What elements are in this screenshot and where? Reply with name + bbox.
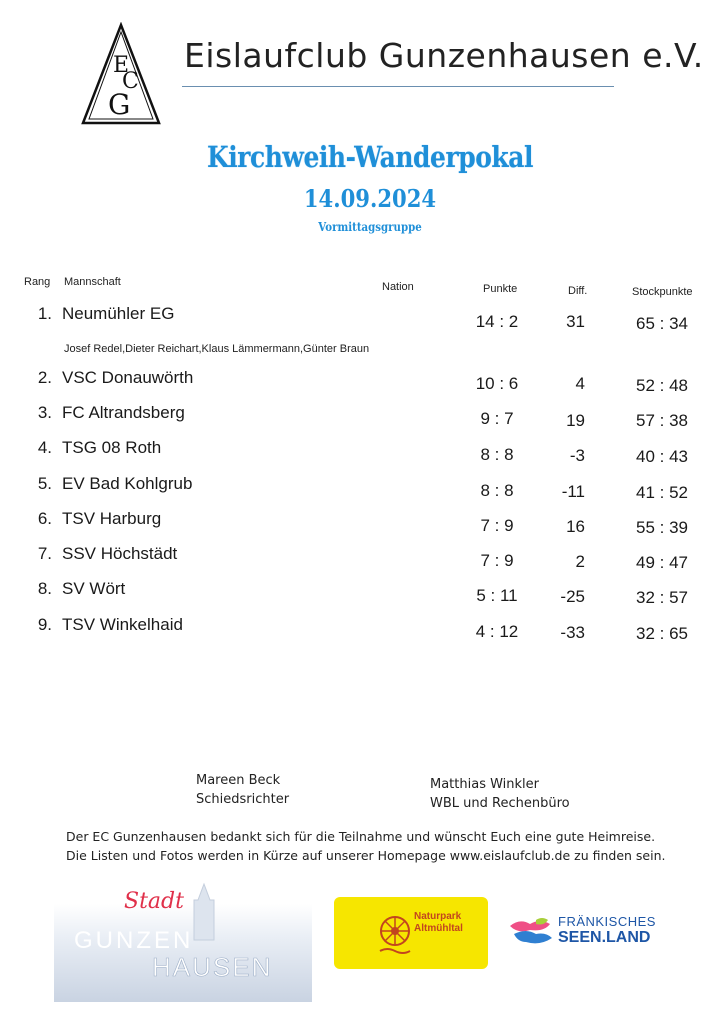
row-points: 7 : 9 xyxy=(480,551,514,570)
town-name-line-2: HAUSEN xyxy=(152,952,273,982)
row-stockpoints: 32 : 65 xyxy=(636,624,688,643)
result-row xyxy=(0,368,718,394)
logo-letter-c: C xyxy=(122,69,139,94)
row-diff: -25 xyxy=(560,587,585,606)
footer-line-2: Die Listen und Fotos werden in Kürze auf unserer Homepage www.eislaufclub.de zu finden sein. xyxy=(66,848,666,863)
row-diff: 16 xyxy=(566,517,585,536)
result-row xyxy=(0,509,718,535)
row-stockpoints: 57 : 38 xyxy=(636,411,688,430)
naturpark-emblem-icon xyxy=(378,911,412,957)
row-rank: 9. xyxy=(37,615,52,634)
row-points: 5 : 11 xyxy=(476,586,518,605)
row-rank: 4. xyxy=(37,438,52,457)
row-team: TSV Winkelhaid xyxy=(62,615,183,634)
row-team: EV Bad Kohlgrub xyxy=(62,474,193,493)
row-team: TSG 08 Roth xyxy=(62,438,162,457)
row-points: 10 : 6 xyxy=(475,374,519,393)
seenland-line-2: SEEN.LAND xyxy=(558,929,651,946)
row-diff: 31 xyxy=(566,312,585,331)
town-script-text: Stadt xyxy=(124,889,184,914)
row-points: 7 : 9 xyxy=(480,516,514,535)
row-rank: 6. xyxy=(37,509,52,528)
row-rank: 1. xyxy=(37,304,52,323)
club-name: Eislaufclub Gunzenhausen e.V. xyxy=(184,36,704,75)
header-stockpoints: Stockpunkte xyxy=(632,286,693,298)
row-points: 4 : 12 xyxy=(475,622,519,641)
seenland-line-1: FRÄNKISCHES xyxy=(558,914,656,929)
naturpark-line-2: Altmühltal xyxy=(414,923,463,934)
row-diff: 19 xyxy=(566,411,585,430)
row-rank: 5. xyxy=(37,474,52,493)
row-rank: 2. xyxy=(37,368,52,387)
header-points: Punkte xyxy=(483,283,518,295)
row-diff: -11 xyxy=(561,482,585,501)
footer-text xyxy=(66,827,666,865)
referee-role: Schiedsrichter xyxy=(196,792,290,807)
result-row xyxy=(0,438,718,464)
row-rank: 7. xyxy=(37,544,52,563)
row-team: Neumühler EG xyxy=(62,304,175,323)
referee-signature-block xyxy=(196,771,289,809)
result-row xyxy=(0,474,718,500)
row-diff: 2 xyxy=(575,552,585,571)
office-signature-block xyxy=(430,775,570,813)
row-stockpoints: 49 : 47 xyxy=(636,553,688,572)
row-points: 8 : 8 xyxy=(480,445,514,464)
row-points: 14 : 2 xyxy=(475,312,519,331)
row-diff: -3 xyxy=(569,446,585,465)
sponsor-logo-naturpark xyxy=(334,897,488,969)
office-role: WBL und Rechenbüro xyxy=(430,796,570,811)
result-row xyxy=(0,304,718,333)
row-rank: 8. xyxy=(37,579,52,598)
title-divider xyxy=(182,86,614,87)
event-date: 14.09.2024 xyxy=(303,184,437,213)
row-stockpoints: 52 : 48 xyxy=(636,376,688,395)
seenland-splash-icon xyxy=(506,916,554,948)
header-diff: Diff. xyxy=(568,285,588,297)
row-team: FC Altrandsberg xyxy=(62,403,185,422)
row-stockpoints: 41 : 52 xyxy=(636,483,688,502)
row-diff: -33 xyxy=(560,623,585,642)
referee-name: Mareen Beck xyxy=(196,773,281,788)
header-rank: Rang xyxy=(24,276,51,288)
logo-letter-e: E xyxy=(113,53,130,78)
result-row xyxy=(0,579,718,605)
result-row xyxy=(0,615,718,641)
result-row xyxy=(0,403,718,429)
club-logo xyxy=(80,22,162,126)
logo-letter-g: G xyxy=(108,88,131,121)
office-name: Matthias Winkler xyxy=(430,777,540,792)
result-row xyxy=(0,544,718,570)
row-stockpoints: 65 : 34 xyxy=(636,314,688,333)
header-nation: Nation xyxy=(382,281,414,293)
row-points: 9 : 7 xyxy=(480,409,514,428)
row-team: TSV Harburg xyxy=(62,509,162,528)
header-team: Mannschaft xyxy=(64,276,121,288)
event-title: Kirchweih-Wanderpokal xyxy=(206,140,534,174)
sponsor-logo-seenland xyxy=(506,912,676,952)
sponsor-logo-gunzenhausen xyxy=(54,880,312,1002)
winner-members: Josef Redel,Dieter Reichart,Klaus Lämmermann,Günter Braun xyxy=(64,343,370,355)
row-team: SV Wört xyxy=(62,579,126,598)
naturpark-text xyxy=(414,911,463,935)
event-group: Vormittagsgruppe xyxy=(318,220,422,234)
row-rank: 3. xyxy=(37,403,52,422)
row-stockpoints: 40 : 43 xyxy=(636,447,688,466)
naturpark-line-1: Naturpark xyxy=(414,911,462,922)
footer-line-1: Der EC Gunzenhausen bedankt sich für die Teilnahme und wünscht Euch eine gute Heimreise. xyxy=(66,829,656,844)
town-name-line-1: GUNZEN xyxy=(74,927,194,954)
row-points: 8 : 8 xyxy=(480,481,514,500)
row-stockpoints: 55 : 39 xyxy=(636,518,688,537)
row-stockpoints: 32 : 57 xyxy=(636,588,688,607)
row-diff: 4 xyxy=(575,374,585,393)
row-team: SSV Höchstädt xyxy=(62,544,178,563)
row-team: VSC Donauwörth xyxy=(62,368,194,387)
